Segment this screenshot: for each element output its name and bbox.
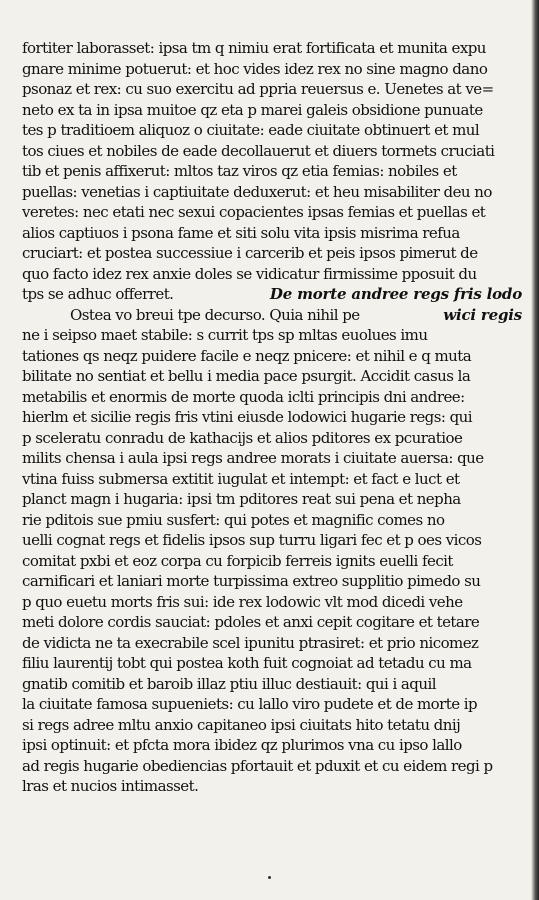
text-line-with-heading [22,284,522,305]
text-line: hierlm et sicilie regis fris vtini eiusde lodowici hugarie regs: qui [22,408,472,426]
book-page [22,38,522,797]
text-line: ne i seipso maet stabile: s currit tps sp mltas euolues imu [22,326,428,344]
text-line: planct magn i hugaria: ipsi tm pditores reat sui pena et nepha [22,490,461,508]
text-line: tationes qs neqz puidere facile e neqz pnicere: et nihil e q muta [22,346,472,365]
text-line: fortiter laborasset: ipsa tm q nimiu erat fortificata et munita expu [22,39,486,57]
text-line: p quo euetu morts fris sui: ide rex lodowic vlt mod dicedi vehe [22,592,463,611]
text-line: gnatib comitib et baroib illaz ptiu illuc destiauit: qui i aquil [22,674,436,693]
text-fragment: tps se adhuc offerret. [22,285,174,303]
text-line: quo facto idez rex anxie doles se vidicatur firmissime pposuit du [22,264,477,283]
paragraph-1 [22,38,522,305]
text-line: gnare minime potuerut: et hoc vides idez rex no sine magno dano [22,59,488,78]
text-line: tib et penis affixerut: mltos taz viros qz etia femias: nobiles et [22,162,457,180]
text-line: metabilis et enormis de morte quoda iclti principis dni andree: [22,387,465,406]
text-line: la ciuitate famosa supueniets: cu lallo viro pudete et de morte ip [22,695,478,713]
text-line: comitat pxbi et eoz corpa cu forpicib ferreis ignits euelli fecit [22,551,453,570]
text-line-with-heading [22,305,522,326]
text-line: carnificari et laniari morte turpissima extreo supplitio pimedo su [22,572,481,590]
text-line: ipsi optinuit: et pfcta mora ibidez qz plurimos vna cu ipso lallo [22,736,462,754]
text-line: vtina fuiss submersa extitit iugulat et intempt: et fact e luct et [22,469,460,488]
text-line: veretes: nec etati nec sexui copacientes ipsas femias et puellas et [22,203,486,221]
text-line: p sceleratu conradu de kathacijs et alios pditores ex pcuratioe [22,428,463,447]
text-line: filiu laurentij tobt qui postea koth fuit cognoiat ad tetadu cu ma [22,654,472,672]
text-line: milits chensa i aula ipsi regs andree morats i ciuitate auersa: que [22,449,484,467]
text-line: lras et nucios intimasset. [22,777,199,795]
page-edge-shadow [531,0,539,900]
text-line: ad regis hugarie obediencias pfortauit et pduxit et cu eidem regi p [22,756,493,775]
text-line: psonaz et rex: cu suo exercitu ad ppria reuersus e. Uenetes at ve= [22,80,494,98]
text-line: neto ex ta in ipsa muitoe qz eta p marei galeis obsidione punuate [22,100,483,119]
section-opening-text: Ostea vo breui tpe decurso. Quia nihil pe [70,305,360,324]
text-line: puellas: venetias i captiuitate deduxerut: et heu misabiliter deu no [22,182,492,201]
text-line: rie pditois sue pmiu susfert: qui potes et magnific comes no [22,510,445,529]
text-line: alios captiuos i psona fame et siti solu vita ipsis misrima refua [22,223,460,242]
ink-dot [268,876,271,879]
chapter-heading-part-2: wici regis [443,305,522,324]
text-line: cruciart: et postea successiue i carcerib et peis ipsos pimerut de [22,244,478,262]
text-line: uelli cognat regs et fidelis ipsos sup turru ligari fec et p oes vicos [22,531,482,549]
paragraph-2 [22,305,522,797]
text-line: bilitate no sentiat et bellu i media pace psurgit. Accidit casus la [22,367,471,385]
text-line: de vidicta ne ta execrabile scel ipunitu ptrasiret: et prio nicomez [22,633,479,652]
chapter-heading-part-1: De morte andree regs fris lodo [269,285,522,303]
text-line: meti dolore cordis sauciat: pdoles et anxi cepit cogitare et tetare [22,613,480,631]
text-line: si regs adree mltu anxio capitaneo ipsi ciuitats hito tetatu dnij [22,715,461,734]
text-line: tes p traditioem aliquoz o ciuitate: eade ciuitate obtinuert et mul [22,121,480,139]
text-line: tos ciues et nobiles de eade decollauerut et diuers tormets cruciati [22,141,495,160]
